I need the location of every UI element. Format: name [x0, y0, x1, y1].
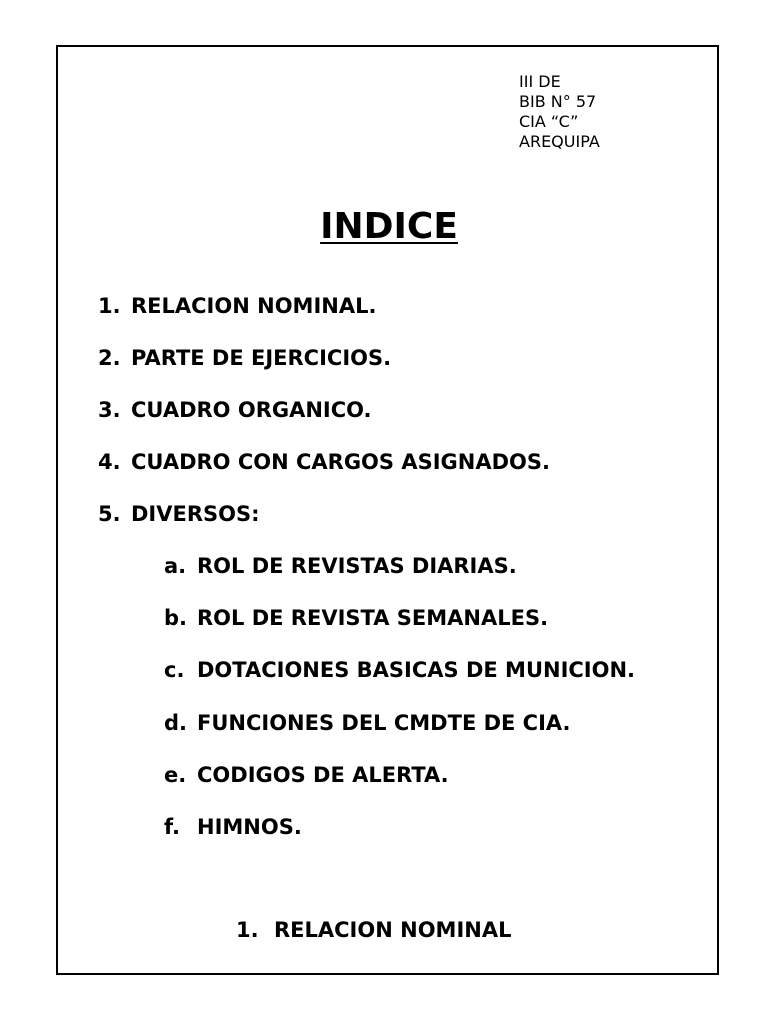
index-subitem-letter: d.	[164, 711, 188, 735]
index-subitem-letter: a.	[164, 554, 187, 578]
index-subitem-letter: f.	[164, 815, 180, 839]
index-item-text: PARTE DE EJERCICIOS.	[131, 346, 392, 370]
index-item-number: 1.	[98, 294, 121, 318]
index-subitem-letter: b.	[164, 606, 188, 630]
index-subitem-text: ROL DE REVISTA SEMANALES.	[197, 606, 549, 630]
index-subitem	[164, 657, 635, 683]
index-item	[98, 501, 260, 527]
index-item	[98, 397, 372, 423]
index-subitem	[164, 814, 302, 840]
index-subitem	[164, 605, 548, 631]
section-heading-number: 1.	[236, 918, 259, 942]
index-item-text: RELACION NOMINAL.	[131, 294, 377, 318]
index-item	[98, 345, 391, 371]
index-item-text: CUADRO CON CARGOS ASIGNADOS.	[131, 450, 550, 474]
index-item-number: 2.	[98, 346, 121, 370]
index-item	[98, 449, 550, 475]
index-item-text: DIVERSOS:	[131, 502, 260, 526]
unit-header	[519, 72, 600, 152]
index-subitem-letter: c.	[164, 658, 185, 682]
index-subitem-text: HIMNOS.	[197, 815, 302, 839]
page-title: INDICE	[320, 206, 458, 247]
index-subitem-text: ROL DE REVISTAS DIARIAS.	[197, 554, 517, 578]
index-item-number: 5.	[98, 502, 121, 526]
index-item-number: 4.	[98, 450, 121, 474]
index-subitem-text: CODIGOS DE ALERTA.	[197, 763, 449, 787]
header-line-company: CIA “C”	[519, 112, 579, 131]
section-heading-text: RELACION NOMINAL	[274, 918, 512, 942]
index-subitem-text: DOTACIONES BASICAS DE MUNICION.	[197, 658, 636, 682]
index-item-number: 3.	[98, 398, 121, 422]
index-subitem	[164, 553, 517, 579]
index-subitem-letter: e.	[164, 763, 187, 787]
index-subitem	[164, 710, 571, 736]
index-subitem-text: FUNCIONES DEL CMDTE DE CIA.	[197, 711, 571, 735]
section-heading	[236, 917, 511, 943]
header-line-battalion: BIB N° 57	[519, 92, 597, 111]
index-item-text: CUADRO ORGANICO.	[131, 398, 372, 422]
header-line-location: AREQUIPA	[519, 132, 600, 151]
header-line-division: III DE	[519, 72, 561, 91]
index-item	[98, 293, 376, 319]
index-subitem	[164, 762, 449, 788]
